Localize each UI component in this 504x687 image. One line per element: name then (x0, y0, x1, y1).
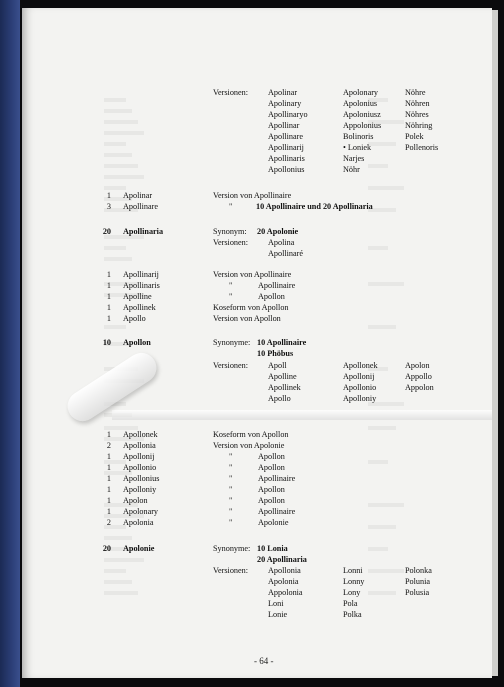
entry-count: 20 (102, 544, 111, 553)
entry-name: Apollonia (123, 441, 156, 450)
entry-value: Apollinar (268, 121, 300, 130)
bleed-through-mark (104, 186, 126, 190)
entry-label: " (229, 518, 233, 527)
bleed-through-mark (368, 426, 396, 430)
entry-name: Apollon (123, 338, 151, 347)
entry-label: " (229, 463, 233, 472)
entry-value: Apollinaryo (268, 110, 308, 119)
entry-label: Version von Apollinaire (213, 270, 292, 279)
bleed-through-mark (368, 142, 396, 146)
entry-value: Apollinaris (268, 154, 305, 163)
entry-label: " (229, 452, 233, 461)
bleed-through-mark (104, 175, 144, 179)
version-col-2: Polka (343, 610, 362, 619)
entry-count: 1 (106, 303, 111, 312)
version-col-3: Appollo (405, 372, 432, 381)
entry-value: Apollon (258, 292, 285, 301)
entry-value: 10 Apollinaire und 20 Apollinaria (256, 202, 373, 211)
entry-name: Apollinaria (123, 227, 164, 236)
page-edge (492, 10, 498, 676)
bleed-through-mark (368, 525, 396, 529)
version-col-2: Apollonio (343, 383, 377, 392)
entry-value: 20 Apollinaria (257, 555, 307, 564)
entry-name: Apollonio (123, 463, 157, 472)
bleed-through-mark (368, 282, 404, 286)
entry-value: Apollo (268, 394, 291, 403)
bleed-through-mark (368, 569, 404, 573)
entry-value: Apolonie (258, 518, 289, 527)
entry-value: Apollonius (268, 165, 305, 174)
version-col-2: Lony (343, 588, 361, 597)
entry-value: Lonie (268, 610, 288, 619)
entry-label: Versionen: (213, 238, 249, 247)
entry-value: Apollonia (268, 566, 301, 575)
entry-label: " (229, 281, 233, 290)
entry-value: Apollinaire (258, 507, 296, 516)
bleed-through-mark (104, 580, 132, 584)
entry-count: 3 (106, 202, 111, 211)
version-col-3: Polunia (405, 577, 431, 586)
book-spine (0, 0, 20, 687)
entry-name: Apollo (123, 314, 146, 323)
entry-label: Synonym: (213, 227, 247, 236)
entry-name: Apollonek (123, 430, 158, 439)
version-col-2: Narjes (343, 154, 365, 163)
page-number: - 64 - (254, 656, 274, 666)
bleed-through-mark (368, 186, 404, 190)
entry-value: 10 Phöbus (257, 349, 294, 358)
version-col-3: Nöhres (405, 110, 429, 119)
bleed-through-mark (104, 257, 132, 261)
version-col-2: Lonni (343, 566, 363, 575)
entry-count: 1 (106, 507, 111, 516)
entry-count: 1 (106, 191, 111, 200)
bleed-through-mark (104, 164, 138, 168)
bleed-through-mark (104, 120, 138, 124)
bleed-through-mark (368, 547, 388, 551)
entry-name: Apollonius (123, 474, 160, 483)
entry-count: 1 (106, 430, 111, 439)
bleed-through-mark (104, 325, 126, 329)
entry-count: 1 (106, 292, 111, 301)
bleed-through-mark (368, 503, 404, 507)
entry-label: Synonyme: (213, 544, 251, 553)
bleed-through-mark (368, 460, 388, 464)
entry-name: Apollonij (123, 452, 155, 461)
entry-count: 1 (106, 463, 111, 472)
entry-count: 2 (106, 441, 111, 450)
version-col-2: Apollonek (343, 361, 378, 370)
version-col-2: Pola (343, 599, 358, 608)
entry-name: Apollinarij (123, 270, 159, 279)
entry-value: Apollinarij (268, 143, 304, 152)
bleed-through-mark (368, 164, 388, 168)
entry-count: 1 (106, 314, 111, 323)
entry-value: 10 Lonia (257, 544, 288, 553)
entry-count: 1 (106, 270, 111, 279)
entry-count: 2 (106, 518, 111, 527)
entry-label: Koseform von Apollon (213, 430, 289, 439)
entry-name: Apollinek (123, 303, 156, 312)
entry-value: Apolonia (268, 577, 299, 586)
version-col-3: Apolon (405, 361, 430, 370)
bleed-through-mark (368, 325, 396, 329)
entry-value: Appolonia (268, 588, 303, 597)
entry-label: " (229, 474, 233, 483)
version-col-2: • Loniek (343, 143, 372, 152)
entry-name: Apolloniy (123, 485, 157, 494)
entry-value: Apollon (258, 496, 285, 505)
entry-count: 1 (106, 281, 111, 290)
entry-value: Apollon (258, 452, 285, 461)
entry-name: Apolline (123, 292, 152, 301)
version-col-3: Polusia (405, 588, 430, 597)
bleed-through-mark (104, 558, 144, 562)
entry-value: Apolline (268, 372, 297, 381)
entry-name: Apolonia (123, 518, 154, 527)
entry-label: " (229, 202, 233, 211)
bleed-through-mark (104, 591, 138, 595)
version-col-2: Apoloniusz (343, 110, 381, 119)
entry-name: Apolon (123, 496, 148, 505)
bleed-through-mark (104, 131, 144, 135)
entry-label: " (229, 507, 233, 516)
version-col-2: Nöhr (343, 165, 360, 174)
version-col-2: Appolonius (343, 121, 382, 130)
version-col-3: Nöhren (405, 99, 430, 108)
entry-value: Apollinaire (258, 281, 296, 290)
bleed-through-mark (368, 591, 396, 595)
entry-value: 10 Apollinaire (257, 338, 307, 347)
entry-value: Apollinek (268, 383, 301, 392)
entry-name: Apolonie (123, 544, 155, 553)
entry-value: 20 Apolonie (257, 227, 299, 236)
entry-label: Koseform von Apollon (213, 303, 289, 312)
bleed-through-mark (104, 142, 126, 146)
version-col-2: Bolinoris (343, 132, 374, 141)
entry-name: Apolonary (123, 507, 159, 516)
entry-label: Versionen: (213, 361, 249, 370)
entry-label: Version von Apolonie (213, 441, 285, 450)
entry-value: Apollon (258, 485, 285, 494)
entry-value: Apolinary (268, 99, 302, 108)
bleed-through-mark (104, 569, 126, 573)
entry-label: Version von Apollinaire (213, 191, 292, 200)
version-col-3: Nöhre (405, 88, 426, 97)
bleed-through-mark (104, 536, 132, 540)
version-col-3: Pollenoris (405, 143, 439, 152)
entry-count: 1 (106, 474, 111, 483)
entry-label: Versionen: (213, 566, 249, 575)
entry-name: Apolinar (123, 191, 153, 200)
entry-label: Synonyme: (213, 338, 251, 347)
entry-label: Versionen: (213, 88, 249, 97)
version-col-3: Polonka (405, 566, 432, 575)
bleed-through-mark (104, 246, 126, 250)
bleed-through-mark (104, 98, 126, 102)
entry-value: Loni (268, 599, 284, 608)
bleed-through-mark (104, 109, 132, 113)
entry-value: Apolina (268, 238, 295, 247)
version-col-2: Lonny (343, 577, 365, 586)
entry-count: 20 (102, 227, 111, 236)
entry-name: Apollinare (123, 202, 159, 211)
entry-value: Apollinaire (258, 474, 296, 483)
entry-label: " (229, 496, 233, 505)
entry-name: Apollinaris (123, 281, 160, 290)
entry-label: " (229, 485, 233, 494)
version-col-3: Appolon (405, 383, 434, 392)
entry-value: Apoll (268, 361, 287, 370)
entry-count: 1 (106, 496, 111, 505)
version-col-3: Polek (405, 132, 424, 141)
version-col-3: Nöhring (405, 121, 433, 130)
version-col-2: Apolonary (343, 88, 379, 97)
bleed-through-mark (368, 246, 388, 250)
entry-label: Version von Apollon (213, 314, 281, 323)
version-col-2: Apollonij (343, 372, 375, 381)
entry-value: Apolinar (268, 88, 298, 97)
entry-value: Apollon (258, 463, 285, 472)
bleed-through-mark (104, 153, 132, 157)
entry-label: " (229, 292, 233, 301)
bookmark-ribbon (112, 410, 492, 420)
entry-value: Apollinaré (268, 249, 304, 258)
version-col-2: Apolonius (343, 99, 378, 108)
entry-count: 1 (106, 452, 111, 461)
entry-value: Apollinare (268, 132, 304, 141)
entry-count: 1 (106, 485, 111, 494)
version-col-2: Apolloniy (343, 394, 377, 403)
entry-count: 10 (102, 338, 111, 347)
